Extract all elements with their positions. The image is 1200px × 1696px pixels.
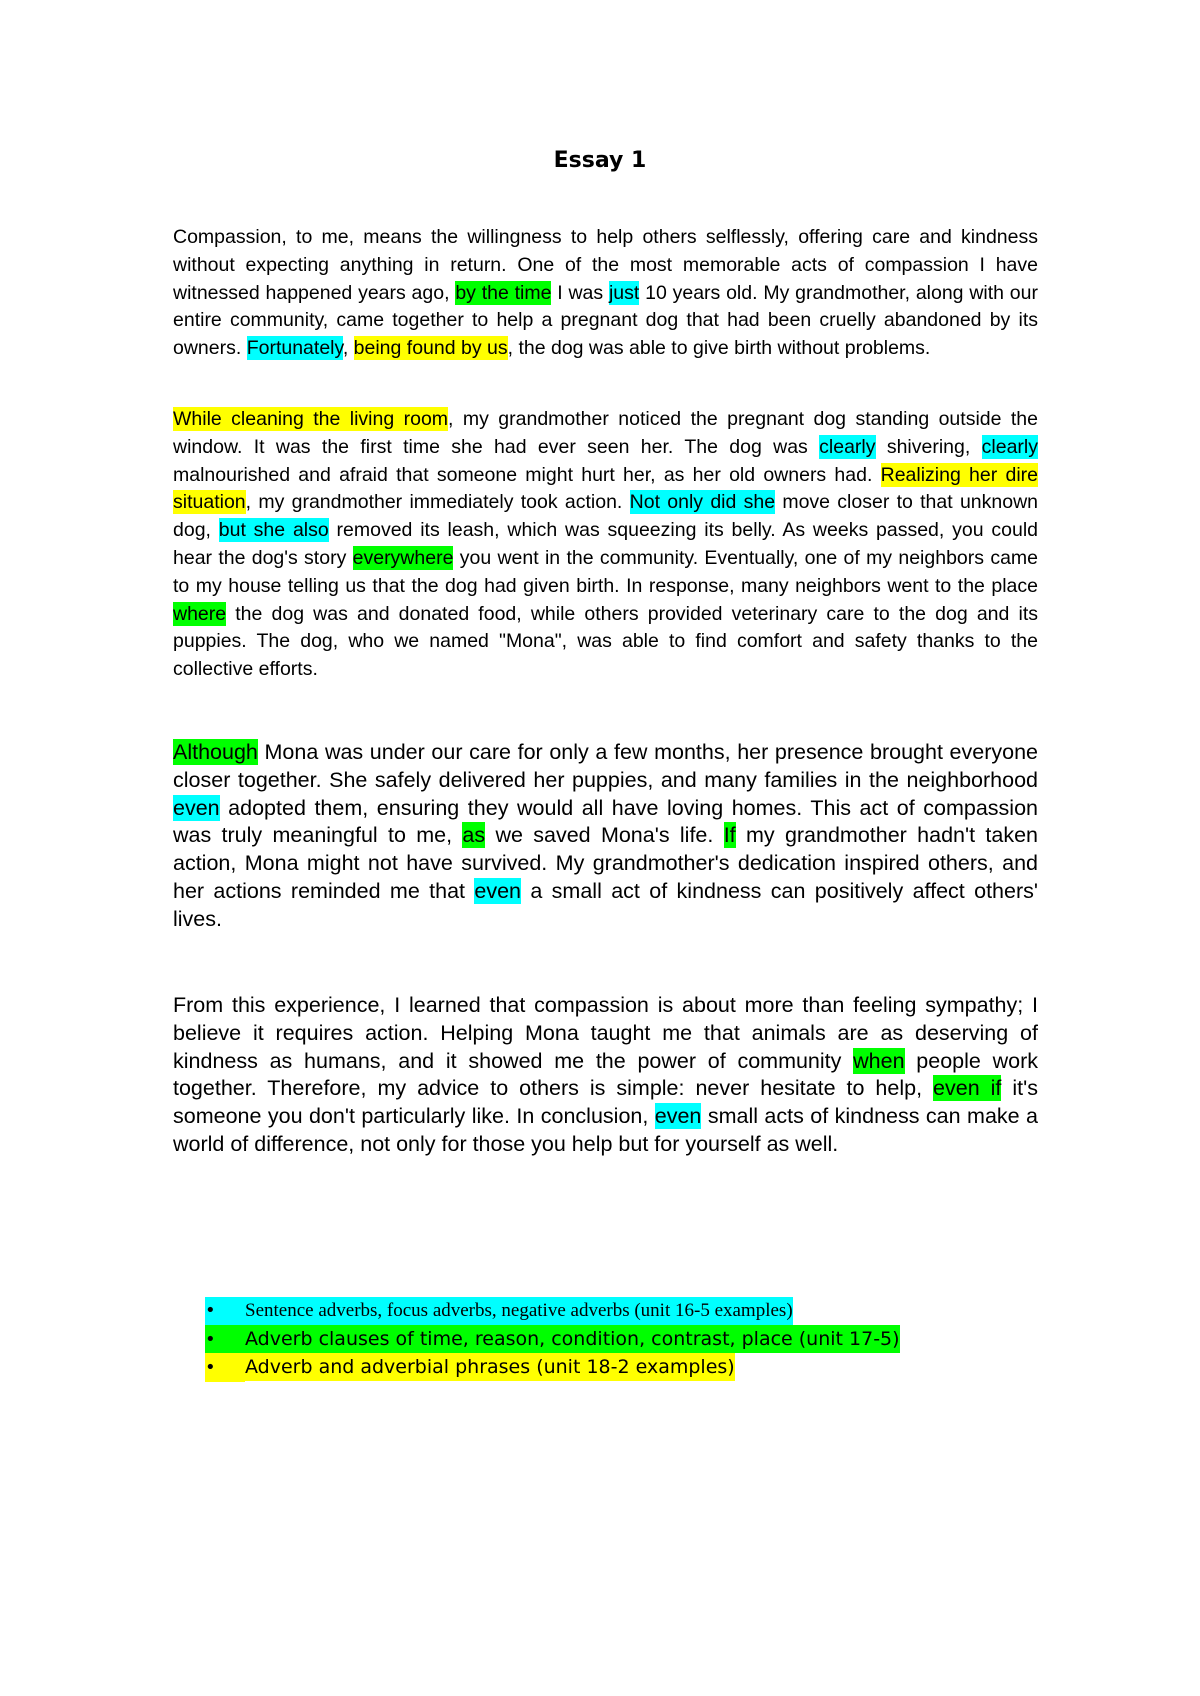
text-run: it's someone you don't particularly like. In conclusion, [173, 1076, 1038, 1129]
legend-text: Adverb and adverbial phrases (unit 18-2 examples) [245, 1356, 735, 1378]
text-run: malnourished and afraid that someone might hurt her, as her old owners had. [173, 463, 881, 486]
text-run: , my grandmother immediately took action. [245, 491, 630, 514]
highlighted-phrase: by the time [455, 281, 552, 304]
legend-item-adverb-clauses [205, 1325, 900, 1353]
text-run: you went in the community. Eventually, one of my neighbors came to my house telling us that the dog had given birth. In response, many neighbors went to the place [173, 546, 1038, 597]
highlighted-phrase: Not only did she [629, 491, 776, 514]
highlighted-phrase: Although [173, 740, 258, 764]
text-run: my grandmother hadn't taken action, Mona might not have survived. My grandmother's dedication inspired others, and her actions reminded me that [173, 823, 1038, 903]
highlighted-phrase: Fortunately [246, 337, 343, 360]
highlighted-phrase: when [853, 1048, 905, 1073]
text-run: we saved Mona's life. [485, 823, 724, 848]
essay-title: Essay 1 [553, 148, 647, 173]
bullet-icon: • [205, 1354, 245, 1382]
highlighted-phrase: as [462, 823, 486, 848]
text-run: adopted them, ensuring they would all have loving homes. This act of compassion was truly meaningful to me, [173, 795, 1038, 848]
text-run: I was [551, 281, 609, 304]
text-run: small acts of kindness can make a world of difference, not only for those you help but for yourself as well. [173, 1104, 1038, 1156]
highlighted-phrase: everywhere [352, 546, 454, 569]
highlighted-phrase: If [723, 823, 736, 848]
highlighted-phrase: While cleaning the living room [173, 408, 449, 430]
legend-text: Adverb clauses of time, reason, condition, contrast, place (unit 17-5) [245, 1328, 900, 1350]
text-run: removed its leash, which was squeezing its belly. As weeks passed, you could hear the dog's story [173, 519, 1038, 569]
highlighted-phrase: even [654, 1104, 702, 1129]
highlighted-phrase: where [173, 602, 227, 625]
highlighted-phrase: Realizing her dire situation [173, 463, 1038, 514]
text-run: a small act of kindness can positively affect others' lives. [173, 878, 1038, 931]
highlight-legend [205, 1297, 900, 1381]
bullet-icon: • [205, 1326, 245, 1354]
text-run: the dog was and donated food, while others provided veterinary care to the dog and its puppies. The dog, who we named "Mona", was able to find comfort and safety thanks to the collective efforts. [173, 602, 1038, 681]
legend-item-adverbial-phrases [205, 1353, 735, 1381]
highlighted-phrase: just [608, 281, 640, 304]
text-run: people work together. Therefore, my advice to others is simple: never hesitate to help, [173, 1048, 1038, 1101]
text-run: , the dog was able to give birth without problems. [507, 337, 931, 360]
highlighted-phrase: but she also [218, 519, 329, 542]
highlighted-phrase: even [173, 795, 220, 820]
text-run: Compassion, to me, means the willingness to help others selflessly, offering care and kindness without expecting anything in return. One of the most memorable acts of compassion I have witnessed happened years ago, [173, 226, 1038, 304]
highlighted-phrase: clearly [819, 435, 876, 458]
highlighted-phrase: clearly [981, 435, 1038, 458]
highlighted-phrase: even [474, 878, 521, 903]
bullet-icon: • [205, 1297, 245, 1325]
text-run: , my grandmother noticed the pregnant dog standing outside the window. It was the first time she had ever seen her. The dog was [173, 408, 1038, 458]
paragraph-1 [173, 224, 1038, 363]
text-run: From this experience, I learned that compassion is about more than feeling sympathy; I believe it requires action. Helping Mona taught me that animals are as deserving of kindness as humans, and it showed me the power of community [173, 993, 1038, 1073]
text-run: move closer to that unknown dog, [173, 491, 1038, 542]
highlighted-phrase: even if [933, 1076, 1002, 1101]
paragraph-3 [173, 739, 1038, 934]
paragraph-4 [173, 992, 1038, 1159]
text-run: 10 years old. My grandmother, along with our entire community, came together to help a pregnant dog that had been cruelly abandoned by its owners. [173, 281, 1038, 360]
legend-item-sentence-adverbs [205, 1297, 793, 1325]
paragraph-2 [173, 406, 1038, 684]
legend-text: Sentence adverbs, focus adverbs, negative adverbs (unit 16-5 examples) [245, 1300, 793, 1321]
text-run: shivering, [875, 435, 982, 458]
text-run: Mona was under our care for only a few months, her presence brought everyone closer together. She safely delivered her puppies, and many families in the neighborhood [173, 740, 1038, 792]
text-run: , [342, 337, 354, 360]
highlighted-phrase: being found by us [353, 337, 508, 360]
